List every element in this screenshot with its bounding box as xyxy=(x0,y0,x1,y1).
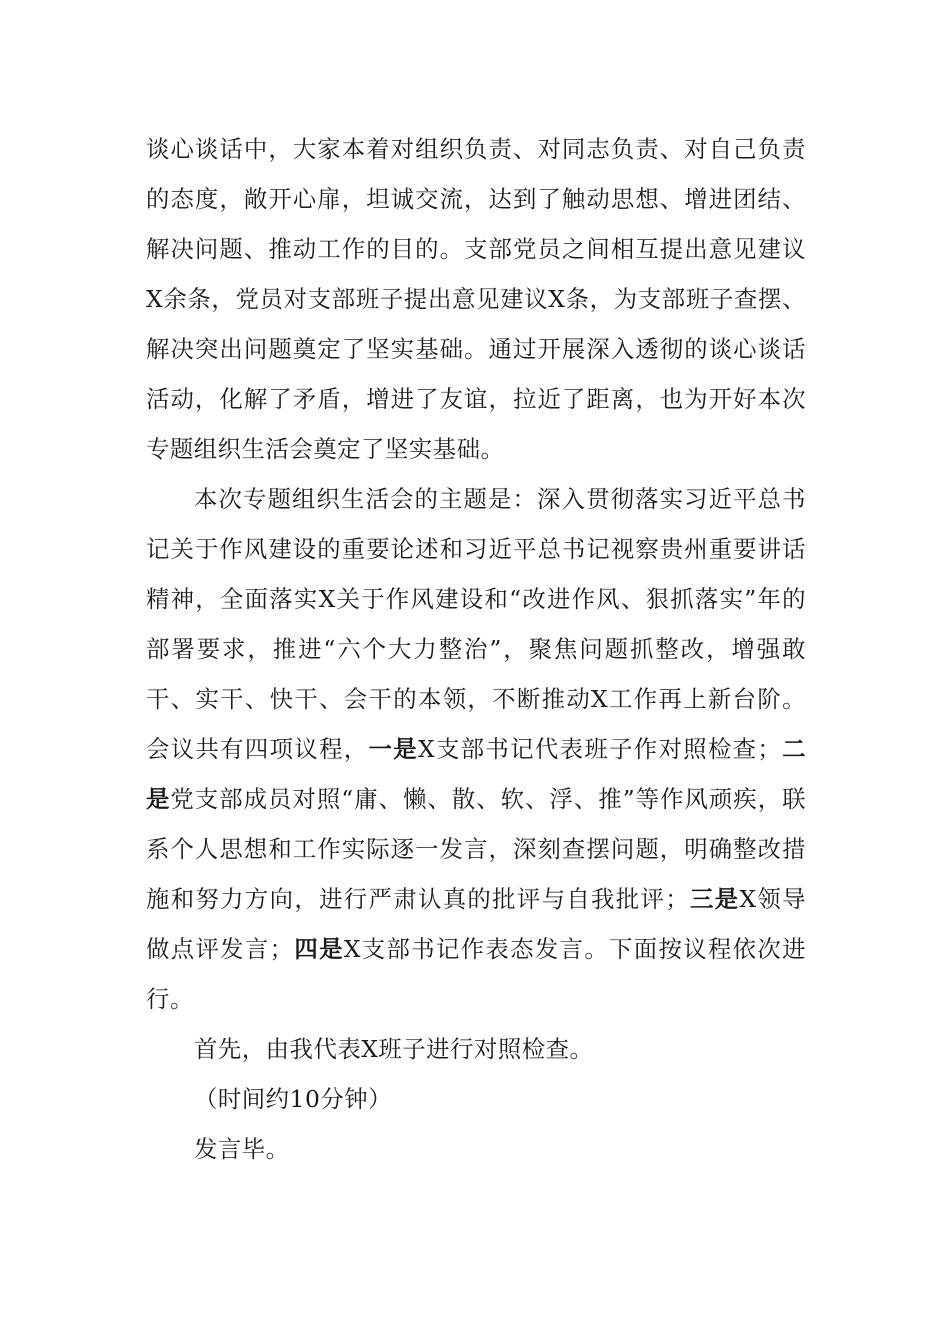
paragraph-talks: 谈心谈话中，大家本着对组织负责、对同志负责、对自己负责的态度，敞开心扉，坦诚交流，达到了触动思想、增进团结、解决问题、推动工作的目的。支部党员之间相互提出意见建议X余条，党员对支部班子提出意见建议X条，为支部班子查摆、解决突出问题奠定了坚实基础。通过开展深入透彻的谈心谈话活动，化解了矛盾，增进了友谊，拉近了距离，也为开好本次专题组织生活会奠定了坚实基础。 xyxy=(146,135,806,463)
agenda-item-3-text: X领导做点评发言； xyxy=(146,885,807,963)
agenda-item-2-label: 二是 xyxy=(146,735,807,813)
document-page xyxy=(146,124,806,1174)
agenda-item-4-label: 四是 xyxy=(293,935,344,963)
paragraph-time-note: （时间约10分钟） xyxy=(194,1085,392,1113)
agenda-item-3-label: 三是 xyxy=(689,885,740,913)
paragraph-speech-end: 发言毕。 xyxy=(194,1135,290,1163)
paragraph-first-check: 首先，由我代表X班子进行对照检查。 xyxy=(194,1035,594,1063)
agenda-item-1-text: X支部书记代表班子作对照检查； xyxy=(417,735,782,763)
agenda-intro: 本次专题组织生活会的主题是：深入贯彻落实习近平总书记关于作风建设的重要论述和习近平总书记视察贵州重要讲话精神，全面落实X关于作风建设和“改进作风、狠抓落实”年的部署要求，推进“六个大力整治”，聚焦问题抓整改，增强敢干、实干、快干、会干的本领，不断推动X工作再上新台阶。会议共有四项议程， xyxy=(146,485,806,763)
paragraph-agenda xyxy=(146,474,806,1024)
agenda-item-1-label: 一是 xyxy=(368,735,418,763)
agenda-item-2-text: 党支部成员对照“庸、懒、散、软、浮、推”等作风顽疾，联系个人思想和工作实际逐一发言，深刻查摆问题，明确整改措施和努力方向，进行严肃认真的批评与自我批评； xyxy=(146,785,806,913)
agenda-item-4-text: X支部书记作表态发言。下面按议程依次进行。 xyxy=(146,935,807,1013)
